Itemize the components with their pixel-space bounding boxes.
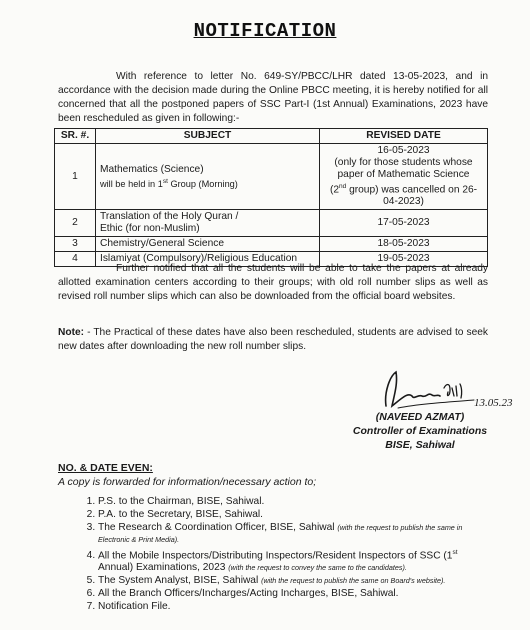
subject-name: Translation of the Holy Quran /	[100, 211, 239, 223]
recipient-text-pre: All the Mobile Inspectors/Distributing Inspectors/Resident Inspectors of SSC (1	[98, 550, 453, 562]
list-item	[98, 522, 488, 546]
further-paragraph: Further notified that all the students will be able to take the papers at already allotted examination centers according to their groups; with old roll number slips as well as revised roll number slips which can also be downloaded from the official board websites.	[58, 263, 488, 302]
note-text: - The Practical of these dates have also been rescheduled, students are advised to seek new dates after downloading the new roll number slips.	[58, 327, 488, 352]
header-subject: SUBJECT	[96, 129, 320, 144]
list-item	[98, 496, 488, 508]
date-note-pre: (only for those students whose paper of Mathematic Science (2	[329, 157, 473, 196]
signatory-role: Controller of Examinations	[352, 425, 488, 437]
recipient-text: Notification File.	[98, 601, 171, 613]
recipient-text-post: Annual) Examinations, 2023	[98, 562, 229, 574]
subject-note-pre: will be held in 1	[100, 178, 163, 189]
recipient-note: (with the request to publish the same on Board's website).	[261, 576, 446, 586]
row-sr: 2	[55, 210, 96, 237]
date-note-sup: nd	[339, 183, 347, 190]
header-sr: SR. #.	[55, 129, 96, 144]
row-sr: 1	[55, 144, 96, 210]
subject-name-line2: Ethic (for non-Muslim)	[100, 223, 200, 235]
page-title: NOTIFICATION	[193, 20, 337, 42]
recipient-note: (with the request to convey the same to the candidates).	[228, 563, 407, 573]
recipient-text: All the Branch Officers/Incharges/Acting Incharges, BISE, Sahiwal.	[98, 588, 399, 600]
copy-recipient-list	[58, 496, 488, 614]
subject-note-sup: st	[162, 177, 168, 185]
even-heading: NO. & DATE EVEN:	[58, 462, 153, 474]
signature-date: 13.05.23	[474, 397, 513, 409]
recipient-text: The Research & Coordination Officer, BISE, Sahiwal	[98, 522, 338, 533]
list-item	[98, 575, 488, 587]
intro-paragraph: With reference to letter No. 649-SY/PBCC/LHR dated 13-05-2023, and in accordance with the decision made during the Online PBCC meeting, it is hereby notified for all concerned that all the postponed papers of SSC Part-I (1st Annual) Examinations, 2023 have been rescheduled as given in following:-	[58, 71, 488, 124]
revised-date: 18-05-2023	[320, 237, 488, 252]
signatory-name: (NAVEED AZMAT)	[375, 411, 465, 423]
note-label: Note:	[58, 327, 85, 338]
row-date	[320, 144, 488, 210]
revised-date: 16-05-2023	[377, 145, 430, 156]
list-item	[98, 547, 488, 574]
date-note	[324, 157, 483, 208]
copy-forward-line: A copy is forwarded for information/necessary action to;	[58, 476, 317, 488]
subject-name: Mathematics (Science)	[100, 163, 204, 175]
recipient-text: P.S. to the Chairman, BISE, Sahiwal.	[98, 496, 265, 507]
table-header-row	[55, 129, 488, 144]
list-item	[98, 588, 488, 600]
revised-date: 19-05-2023	[320, 252, 488, 267]
table-row	[55, 210, 488, 237]
header-revised-date: REVISED DATE	[320, 129, 488, 144]
recipient-text: The System Analyst, BISE, Sahiwal	[98, 575, 262, 587]
row-subject: Chemistry/General Science	[96, 237, 320, 252]
recipient-text: P.A. to the Secretary, BISE, Sahiwal.	[98, 509, 263, 520]
subject-note-post: Group (Morning)	[167, 178, 238, 189]
row-subject	[96, 144, 320, 210]
revised-schedule-table	[54, 128, 488, 267]
row-sr: 4	[55, 252, 96, 267]
list-item	[98, 509, 488, 521]
row-sr: 3	[55, 237, 96, 252]
row-subject: Islamiyat (Compulsory)/Religious Education	[96, 252, 320, 267]
subject-note	[100, 176, 315, 190]
row-subject	[96, 210, 320, 237]
signatory-org: BISE, Sahiwal	[385, 439, 455, 451]
table-row	[55, 144, 488, 210]
list-item	[98, 601, 488, 613]
note-paragraph	[58, 326, 488, 354]
recipient-note: (with the request to publish the same in Electronic & Print Media).	[98, 523, 463, 544]
signatory-block	[340, 410, 500, 452]
revised-date: 17-05-2023	[320, 210, 488, 237]
recipient-text-sup: st	[452, 549, 458, 556]
table-row	[55, 237, 488, 252]
date-note-post: group) was cancelled on 26-04-2023)	[346, 184, 478, 208]
